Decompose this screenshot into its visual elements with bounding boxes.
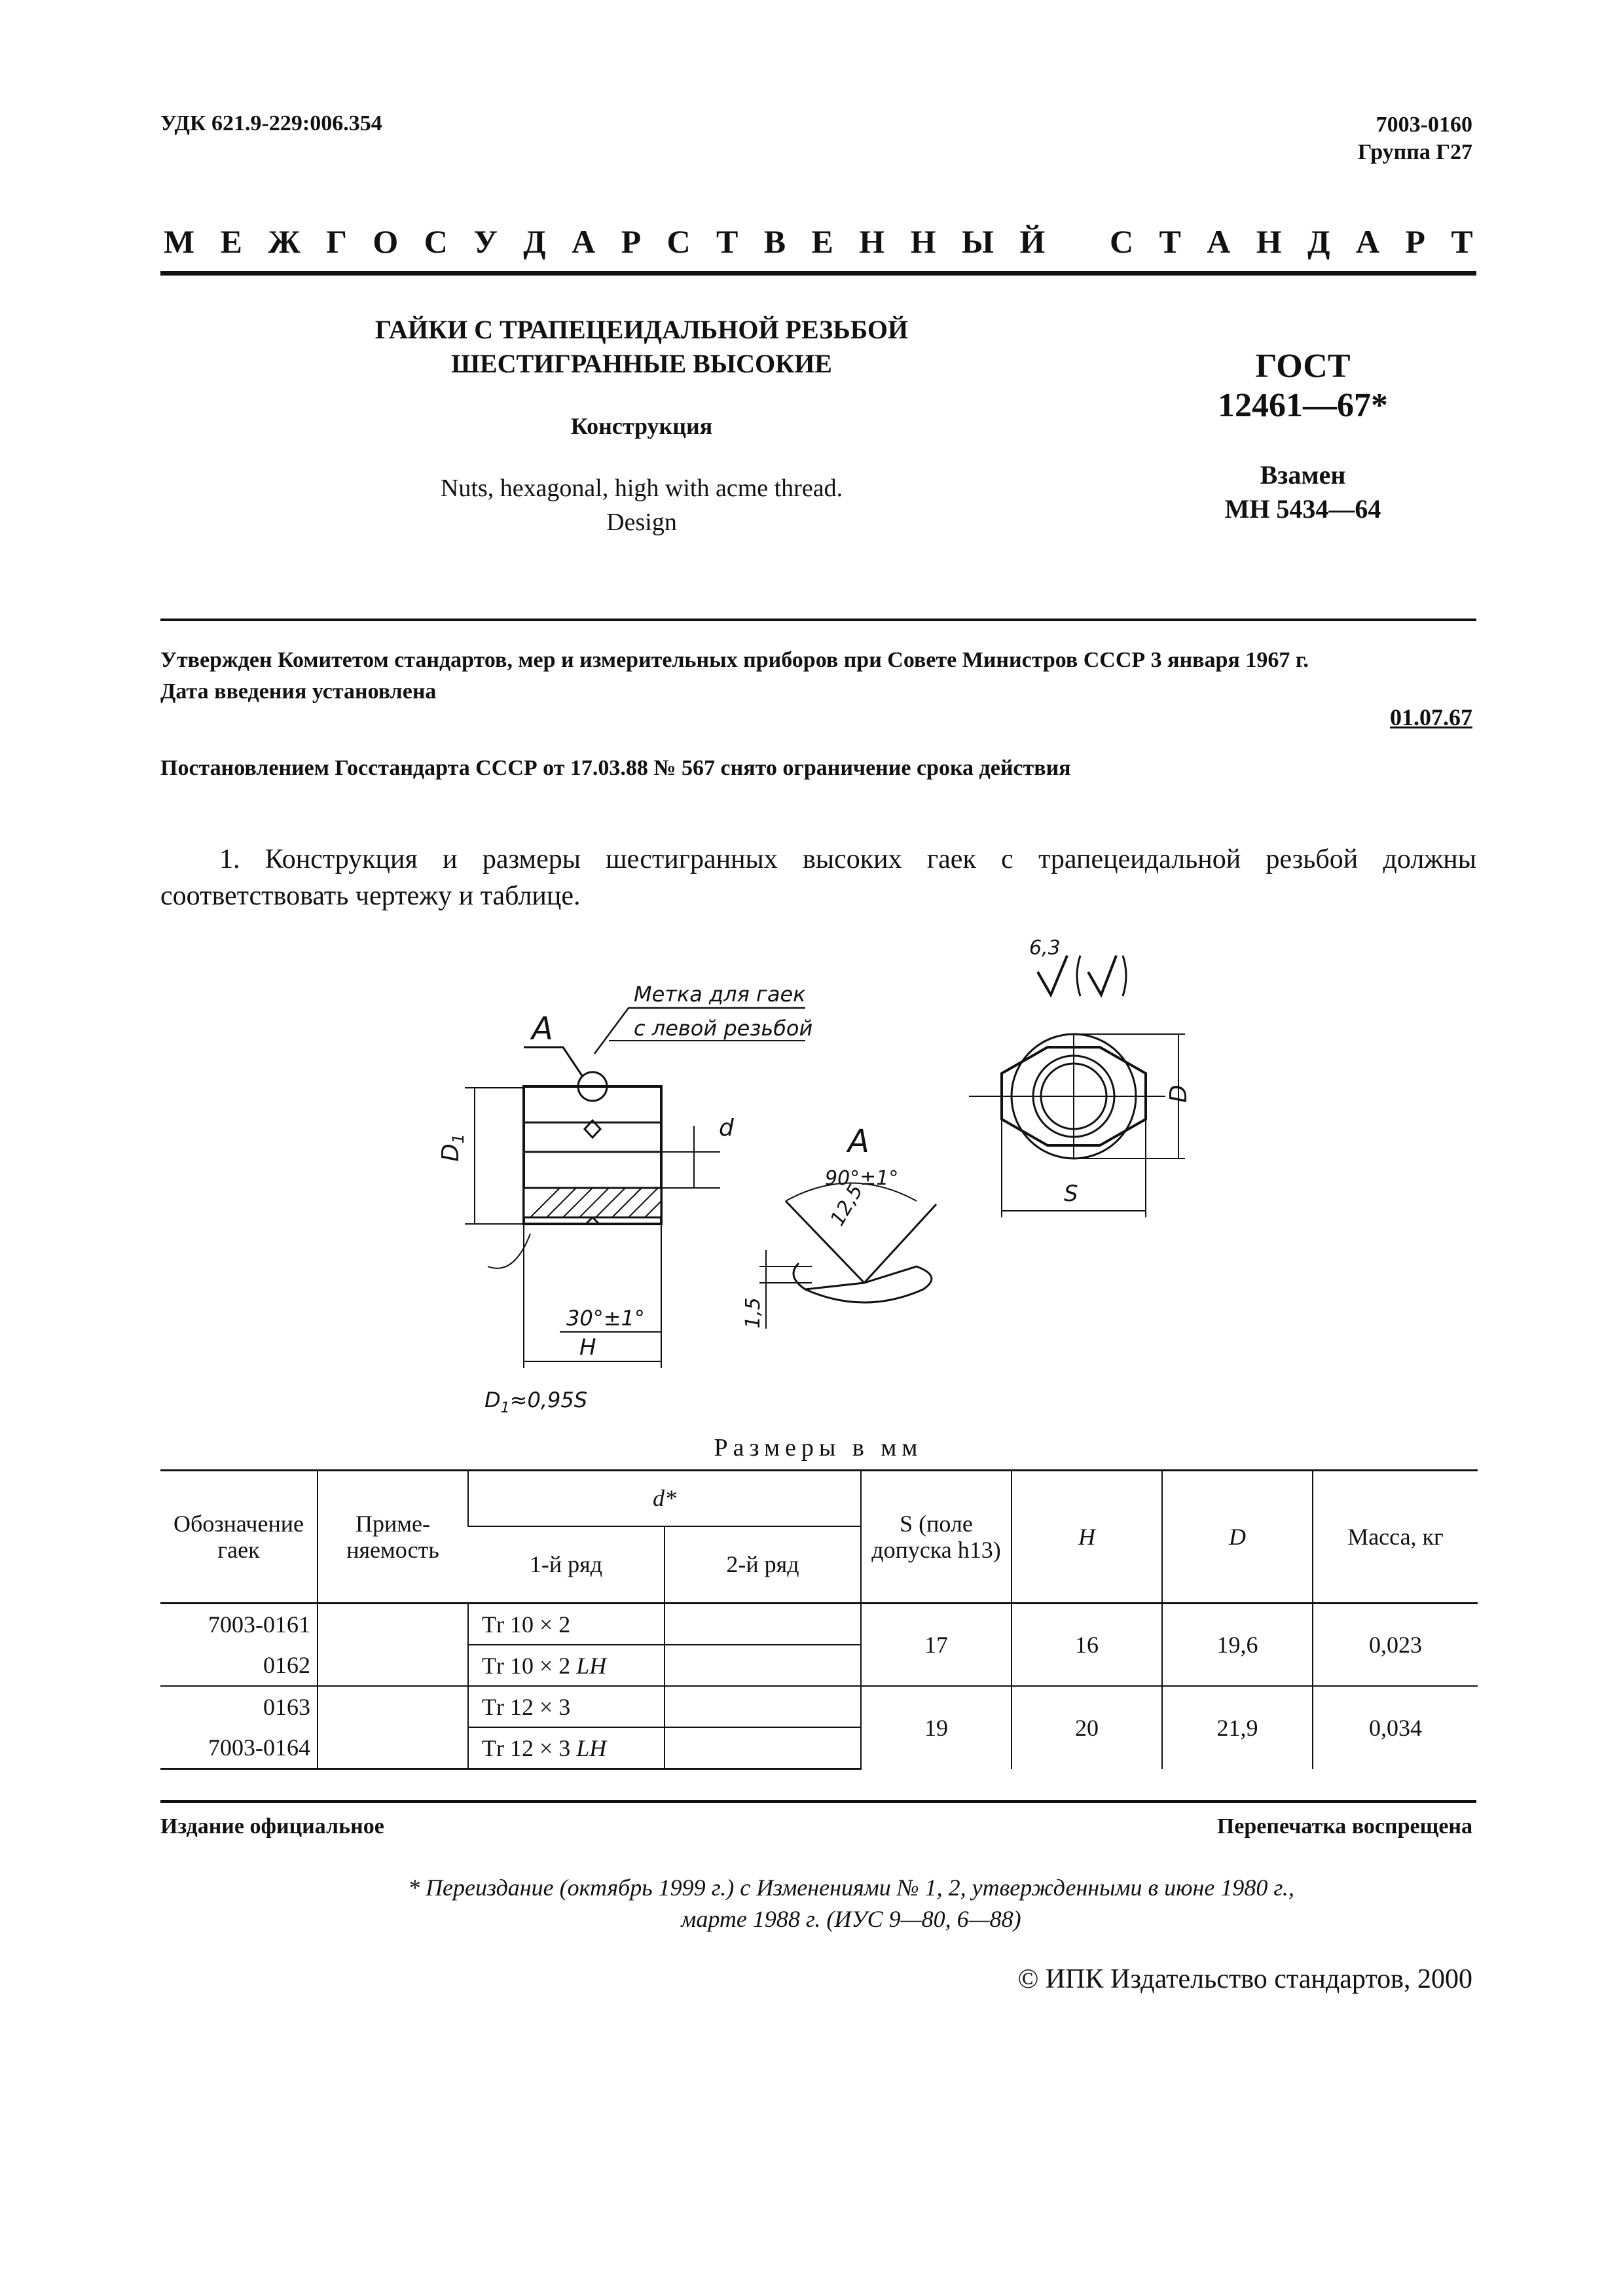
document-subtitle: Конструкция xyxy=(570,413,713,439)
mass-cell: 0,034 xyxy=(1313,1686,1478,1769)
banner-letter: Т xyxy=(716,223,739,260)
roughness-check-icon xyxy=(1038,956,1067,995)
document-title xyxy=(282,313,1002,381)
nut-drawing xyxy=(393,936,1211,1433)
designation-cell: 7003-0164 xyxy=(160,1727,318,1769)
thread-value: Тr 12 × 3 xyxy=(482,1693,571,1720)
h-cell: 20 xyxy=(1012,1686,1162,1769)
replaces-block xyxy=(1146,458,1460,526)
s-label: S xyxy=(1064,1181,1078,1207)
code-number: 7003-0160 xyxy=(1376,113,1472,137)
document-code xyxy=(1358,111,1472,166)
date-label: Дата введения установлена xyxy=(160,679,437,704)
detail-dim: 12,5 xyxy=(826,1180,868,1230)
chamfer-angle: 30°±1° xyxy=(566,1306,645,1331)
detail-angle: 90°±1° xyxy=(825,1167,899,1190)
formula-sub: 1 xyxy=(500,1400,510,1416)
thread-row2-cell xyxy=(665,1604,861,1645)
gost-code: 12461—67* xyxy=(1218,387,1388,424)
mark-line-2: с левой резьбой xyxy=(634,1016,813,1041)
thread-cell xyxy=(468,1604,665,1645)
banner-letter: Т xyxy=(1451,223,1473,260)
header-mass: Масса, кг xyxy=(1313,1471,1478,1604)
header-h: H xyxy=(1012,1471,1162,1604)
udk-code: УДК 621.9-229:006.354 xyxy=(160,111,382,135)
section-rule xyxy=(160,619,1476,621)
designation-cell: 7003-0161 xyxy=(160,1604,318,1645)
title-line: ШЕСТИГРАННЫЕ ВЫСОКИЕ xyxy=(451,349,832,378)
s-cell: 17 xyxy=(861,1604,1012,1687)
banner-letter: М xyxy=(164,223,195,260)
formula-letter: D xyxy=(484,1388,501,1412)
banner-letter: Ы xyxy=(961,223,994,260)
designation-cell: 0162 xyxy=(263,1652,310,1678)
effective-date: 01.07.67 xyxy=(1390,704,1472,730)
banner-letter: Н xyxy=(859,223,885,260)
english-title-line: Design xyxy=(606,509,677,536)
header-row-1: 1-й ряд xyxy=(468,1526,665,1604)
banner-gap xyxy=(1071,223,1084,260)
thread-row2-cell xyxy=(665,1727,861,1769)
header-row-2: 2-й ряд xyxy=(665,1526,861,1604)
banner-letter: О xyxy=(373,223,399,260)
replaces-label: Взамен xyxy=(1260,460,1346,490)
thread-cell xyxy=(468,1686,665,1727)
thread-value: Тr 10 × 2 xyxy=(482,1652,571,1679)
banner-letter: А xyxy=(1207,223,1231,260)
paragraph-1: 1. Конструкция и размеры шестигранных высоких гаек с трапецеидальной резьбой должны соответствовать чертежу и таблице. xyxy=(160,844,1476,911)
d-label: d xyxy=(719,1115,734,1141)
title-line: ГАЙКИ С ТРАПЕЦЕИДАЛЬНОЙ РЕЗЬБОЙ xyxy=(374,315,909,344)
thread-value: Тr 12 × 3 xyxy=(482,1734,571,1761)
designation-cell: 0163 xyxy=(160,1686,318,1727)
header-d: d* xyxy=(468,1471,861,1526)
reissue-line: * Переиздание (октябрь 1999 г.) с Изменениями № 1, 2, утвержденными в июне 1980 г., xyxy=(408,1874,1294,1901)
interstate-standard-banner xyxy=(164,223,1473,260)
big-d-label: D xyxy=(1165,1085,1192,1103)
d1-label xyxy=(437,1134,467,1162)
approval-line: Утвержден Комитетом стандартов, мер и измерительных приборов при Совете Министров СССР 3 января 1967 г. xyxy=(160,648,1309,672)
header-designation: Обозначение гаек xyxy=(160,1471,318,1604)
table-caption: Размеры в мм xyxy=(714,1434,923,1462)
h-cell: 16 xyxy=(1012,1604,1162,1687)
banner-letter: Й xyxy=(1019,223,1046,260)
english-title-line: Nuts, hexagonal, high with acme thread. xyxy=(440,475,843,502)
thread-lh: LH xyxy=(576,1734,607,1761)
banner-letter: В xyxy=(763,223,786,260)
code-group: Группа Г27 xyxy=(1357,140,1472,164)
table-row xyxy=(160,1686,1478,1727)
top-view xyxy=(969,1034,1192,1217)
d1-sub: 1 xyxy=(449,1133,467,1144)
banner-letter: Г xyxy=(326,223,347,260)
mass-cell: 0,023 xyxy=(1313,1604,1478,1687)
d1-formula xyxy=(484,1388,587,1416)
detail-a-title: A xyxy=(848,1123,869,1160)
header-big-d: D xyxy=(1162,1471,1313,1604)
thread-cell xyxy=(468,1727,665,1769)
formula-rest: ≈0,95S xyxy=(509,1388,588,1412)
d1-letter: D xyxy=(437,1143,464,1162)
banner-letter: Ж xyxy=(268,223,301,260)
mark-line-1: Метка для гаек xyxy=(634,982,806,1007)
paren-open xyxy=(1077,956,1080,996)
banner-rule xyxy=(160,271,1476,276)
banner-letter: Р xyxy=(1405,223,1425,260)
banner-letter: Д xyxy=(1307,223,1330,260)
detail-a xyxy=(742,1123,936,1329)
gost-label: ГОСТ xyxy=(1255,348,1351,385)
h-label: H xyxy=(579,1335,596,1361)
view-a-label: A xyxy=(532,1011,553,1047)
applicability-cell xyxy=(318,1604,468,1645)
banner-letter: С xyxy=(1110,223,1134,260)
thread-lh: LH xyxy=(576,1652,607,1679)
banner-letter: С xyxy=(424,223,448,260)
applicability-cell xyxy=(318,1645,468,1686)
banner-letter: Е xyxy=(811,223,833,260)
reissue-note xyxy=(327,1872,1375,1935)
d-cell: 19,6 xyxy=(1162,1604,1313,1687)
banner-letter: Н xyxy=(1256,223,1282,260)
banner-letter: Е xyxy=(220,223,242,260)
side-view xyxy=(437,982,812,1416)
roughness-value: 6,3 xyxy=(1029,937,1061,960)
thread-row2-cell xyxy=(665,1686,861,1727)
banner-letter: А xyxy=(1355,223,1379,260)
thread-value: Тr 10 × 2 xyxy=(482,1611,571,1638)
banner-letter: Т xyxy=(1159,223,1181,260)
gost-number xyxy=(1146,347,1460,425)
approval-text xyxy=(160,645,1476,708)
thread-row2-cell xyxy=(665,1645,861,1686)
table-row xyxy=(160,1604,1478,1645)
applicability-cell xyxy=(318,1727,468,1769)
no-reprint: Перепечатка воспрещена xyxy=(1216,1814,1472,1839)
banner-letter: Р xyxy=(621,223,642,260)
roughness-check-icon-2 xyxy=(1088,956,1116,995)
detail-depth: 1,5 xyxy=(742,1297,765,1329)
english-title xyxy=(282,471,1002,539)
header-s: S (поле допуска h13) xyxy=(861,1471,1012,1604)
banner-letter: Н xyxy=(910,223,936,260)
s-cell: 19 xyxy=(861,1686,1012,1769)
copyright: © ИПК Издательство стандартов, 2000 xyxy=(1017,1964,1472,1994)
banner-letter: У xyxy=(473,223,498,260)
header-applicability: Приме- няемость xyxy=(318,1471,468,1604)
decree-text: Постановлением Госстандарта СССР от 17.03.88 № 567 снято ограничение срока действия xyxy=(160,756,1071,780)
d-cell: 21,9 xyxy=(1162,1686,1313,1769)
applicability-cell xyxy=(318,1686,468,1727)
banner-letter: Д xyxy=(523,223,546,260)
footer-rule xyxy=(160,1800,1476,1803)
reissue-line: марте 1988 г. (ИУС 9—80, 6—88) xyxy=(681,1906,1021,1932)
banner-letter: С xyxy=(666,223,691,260)
official-edition: Издание официальное xyxy=(160,1814,384,1839)
thread-cell xyxy=(468,1645,665,1686)
paren-close xyxy=(1123,956,1126,996)
replaces-number: МН 5434—64 xyxy=(1224,494,1381,524)
dimensions-table xyxy=(160,1469,1478,1770)
banner-letter: А xyxy=(572,223,596,260)
